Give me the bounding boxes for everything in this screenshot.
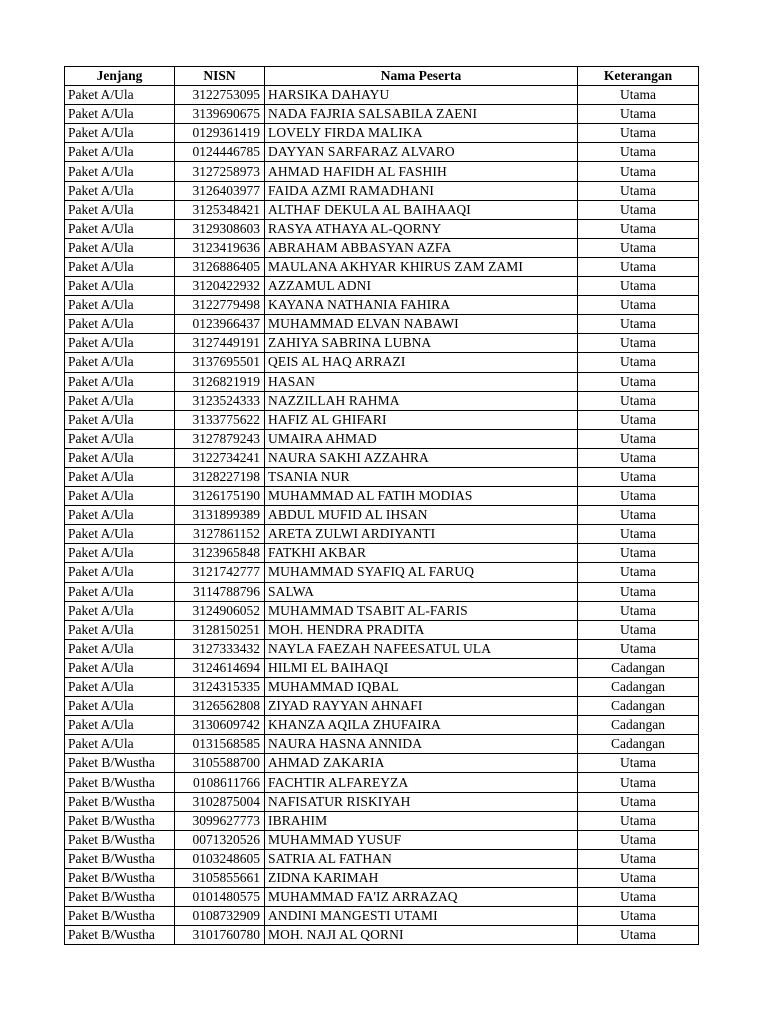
cell-keterangan: Utama — [578, 582, 699, 601]
cell-nisn: 3129308603 — [175, 219, 265, 238]
cell-nisn: 3099627773 — [175, 811, 265, 830]
table-row — [65, 429, 699, 448]
cell-nisn: 3127449191 — [175, 334, 265, 353]
cell-jenjang: Paket A/Ula — [65, 620, 175, 639]
cell-jenjang: Paket A/Ula — [65, 506, 175, 525]
cell-nisn: 3114788796 — [175, 582, 265, 601]
cell-keterangan: Utama — [578, 105, 699, 124]
column-header-nama-peserta: Nama Peserta — [265, 67, 578, 86]
cell-keterangan: Utama — [578, 257, 699, 276]
table-row — [65, 716, 699, 735]
cell-nisn: 3133775622 — [175, 410, 265, 429]
table-body — [65, 86, 699, 945]
cell-jenjang: Paket A/Ula — [65, 678, 175, 697]
table-row — [65, 888, 699, 907]
cell-jenjang: Paket B/Wustha — [65, 754, 175, 773]
cell-jenjang: Paket A/Ula — [65, 544, 175, 563]
table-row — [65, 525, 699, 544]
table-row — [65, 792, 699, 811]
cell-nisn: 0103248605 — [175, 849, 265, 868]
cell-nama-peserta: NAYLA FAEZAH NAFEESATUL ULA — [265, 639, 578, 658]
cell-nama-peserta: FATKHI AKBAR — [265, 544, 578, 563]
cell-keterangan: Utama — [578, 907, 699, 926]
cell-jenjang: Paket A/Ula — [65, 658, 175, 677]
cell-jenjang: Paket B/Wustha — [65, 811, 175, 830]
cell-nama-peserta: TSANIA NUR — [265, 467, 578, 486]
table-row — [65, 830, 699, 849]
cell-nama-peserta: FAIDA AZMI RAMADHANI — [265, 181, 578, 200]
cell-jenjang: Paket A/Ula — [65, 716, 175, 735]
cell-nama-peserta: ABDUL MUFID AL IHSAN — [265, 506, 578, 525]
table-row — [65, 296, 699, 315]
cell-nisn: 3122734241 — [175, 448, 265, 467]
cell-nisn: 3128227198 — [175, 467, 265, 486]
cell-nisn: 3128150251 — [175, 620, 265, 639]
cell-jenjang: Paket A/Ula — [65, 296, 175, 315]
cell-nisn: 3105855661 — [175, 868, 265, 887]
cell-nisn: 3131899389 — [175, 506, 265, 525]
cell-nama-peserta: QEIS AL HAQ ARRAZI — [265, 353, 578, 372]
cell-nisn: 3123419636 — [175, 238, 265, 257]
column-header-jenjang: Jenjang — [65, 67, 175, 86]
table-row — [65, 926, 699, 945]
table-row — [65, 353, 699, 372]
cell-keterangan: Utama — [578, 181, 699, 200]
cell-jenjang: Paket B/Wustha — [65, 849, 175, 868]
cell-nisn: 3120422932 — [175, 277, 265, 296]
table-row — [65, 601, 699, 620]
participant-table — [64, 66, 699, 945]
cell-nama-peserta: ABRAHAM ABBASYAN AZFA — [265, 238, 578, 257]
cell-nama-peserta: MUHAMMAD ELVAN NABAWI — [265, 315, 578, 334]
cell-nama-peserta: ALTHAF DEKULA AL BAIHAAQI — [265, 200, 578, 219]
table-row — [65, 773, 699, 792]
cell-keterangan: Utama — [578, 429, 699, 448]
cell-jenjang: Paket B/Wustha — [65, 773, 175, 792]
cell-nisn: 3122779498 — [175, 296, 265, 315]
cell-jenjang: Paket A/Ula — [65, 601, 175, 620]
cell-nama-peserta: MOH. NAJI AL QORNI — [265, 926, 578, 945]
cell-nama-peserta: HASAN — [265, 372, 578, 391]
cell-jenjang: Paket B/Wustha — [65, 907, 175, 926]
cell-jenjang: Paket B/Wustha — [65, 792, 175, 811]
header-row — [65, 67, 699, 86]
table-row — [65, 639, 699, 658]
cell-keterangan: Utama — [578, 773, 699, 792]
cell-keterangan: Utama — [578, 544, 699, 563]
cell-jenjang: Paket A/Ula — [65, 429, 175, 448]
cell-jenjang: Paket A/Ula — [65, 277, 175, 296]
cell-keterangan: Utama — [578, 811, 699, 830]
cell-keterangan: Utama — [578, 410, 699, 429]
cell-nama-peserta: MAULANA AKHYAR KHIRUS ZAM ZAMI — [265, 257, 578, 276]
cell-nama-peserta: UMAIRA AHMAD — [265, 429, 578, 448]
cell-nisn: 3139690675 — [175, 105, 265, 124]
cell-jenjang: Paket A/Ula — [65, 238, 175, 257]
cell-nama-peserta: MUHAMMAD TSABIT AL-FARIS — [265, 601, 578, 620]
table-row — [65, 544, 699, 563]
table-row — [65, 105, 699, 124]
table-row — [65, 124, 699, 143]
cell-nama-peserta: ZIDNA KARIMAH — [265, 868, 578, 887]
cell-nama-peserta: AHMAD HAFIDH AL FASHIH — [265, 162, 578, 181]
cell-jenjang: Paket A/Ula — [65, 124, 175, 143]
cell-nisn: 3122753095 — [175, 86, 265, 105]
table-row — [65, 181, 699, 200]
cell-jenjang: Paket A/Ula — [65, 200, 175, 219]
cell-jenjang: Paket A/Ula — [65, 315, 175, 334]
cell-keterangan: Utama — [578, 754, 699, 773]
cell-keterangan: Utama — [578, 868, 699, 887]
table-row — [65, 410, 699, 429]
table-row — [65, 277, 699, 296]
cell-keterangan: Utama — [578, 563, 699, 582]
cell-nama-peserta: AHMAD ZAKARIA — [265, 754, 578, 773]
cell-nisn: 0071320526 — [175, 830, 265, 849]
cell-keterangan: Utama — [578, 372, 699, 391]
cell-nama-peserta: AZZAMUL ADNI — [265, 277, 578, 296]
table-row — [65, 849, 699, 868]
table-header — [65, 67, 699, 86]
cell-keterangan: Utama — [578, 506, 699, 525]
cell-jenjang: Paket A/Ula — [65, 219, 175, 238]
cell-keterangan: Utama — [578, 353, 699, 372]
cell-jenjang: Paket B/Wustha — [65, 888, 175, 907]
cell-keterangan: Utama — [578, 200, 699, 219]
cell-nama-peserta: HILMI EL BAIHAQI — [265, 658, 578, 677]
cell-keterangan: Cadangan — [578, 658, 699, 677]
table-row — [65, 315, 699, 334]
cell-keterangan: Utama — [578, 467, 699, 486]
cell-nama-peserta: NAFISATUR RISKIYAH — [265, 792, 578, 811]
table-row — [65, 143, 699, 162]
cell-keterangan: Utama — [578, 487, 699, 506]
cell-nama-peserta: ZAHIYA SABRINA LUBNA — [265, 334, 578, 353]
cell-jenjang: Paket A/Ula — [65, 391, 175, 410]
cell-nisn: 0131568585 — [175, 735, 265, 754]
cell-nama-peserta: ARETA ZULWI ARDIYANTI — [265, 525, 578, 544]
cell-nisn: 3105588700 — [175, 754, 265, 773]
cell-nama-peserta: MUHAMMAD FA'IZ ARRAZAQ — [265, 888, 578, 907]
cell-nisn: 0101480575 — [175, 888, 265, 907]
cell-nama-peserta: MOH. HENDRA PRADITA — [265, 620, 578, 639]
cell-nisn: 0108732909 — [175, 907, 265, 926]
cell-nisn: 3121742777 — [175, 563, 265, 582]
cell-jenjang: Paket A/Ula — [65, 410, 175, 429]
cell-keterangan: Utama — [578, 315, 699, 334]
table-row — [65, 257, 699, 276]
cell-jenjang: Paket A/Ula — [65, 582, 175, 601]
table-row — [65, 582, 699, 601]
table-row — [65, 86, 699, 105]
cell-keterangan: Utama — [578, 926, 699, 945]
cell-keterangan: Utama — [578, 296, 699, 315]
cell-nisn: 3123524333 — [175, 391, 265, 410]
cell-jenjang: Paket A/Ula — [65, 448, 175, 467]
cell-nisn: 0123966437 — [175, 315, 265, 334]
cell-nisn: 3123965848 — [175, 544, 265, 563]
table-row — [65, 868, 699, 887]
cell-jenjang: Paket A/Ula — [65, 105, 175, 124]
cell-keterangan: Utama — [578, 525, 699, 544]
cell-nisn: 3126821919 — [175, 372, 265, 391]
cell-nisn: 0124446785 — [175, 143, 265, 162]
cell-nama-peserta: SALWA — [265, 582, 578, 601]
cell-jenjang: Paket A/Ula — [65, 86, 175, 105]
cell-nama-peserta: HAFIZ AL GHIFARI — [265, 410, 578, 429]
table-row — [65, 334, 699, 353]
cell-nisn: 3127879243 — [175, 429, 265, 448]
cell-nisn: 3126175190 — [175, 487, 265, 506]
cell-nama-peserta: KAYANA NATHANIA FAHIRA — [265, 296, 578, 315]
cell-nama-peserta: MUHAMMAD AL FATIH MODIAS — [265, 487, 578, 506]
cell-nisn: 3126562808 — [175, 697, 265, 716]
table-row — [65, 448, 699, 467]
cell-keterangan: Utama — [578, 86, 699, 105]
cell-keterangan: Utama — [578, 448, 699, 467]
table-row — [65, 506, 699, 525]
cell-keterangan: Utama — [578, 639, 699, 658]
cell-nama-peserta: NAZZILLAH RAHMA — [265, 391, 578, 410]
table-row — [65, 219, 699, 238]
table-row — [65, 907, 699, 926]
table-row — [65, 162, 699, 181]
cell-jenjang: Paket B/Wustha — [65, 830, 175, 849]
cell-nisn: 3102875004 — [175, 792, 265, 811]
cell-jenjang: Paket A/Ula — [65, 181, 175, 200]
table-row — [65, 238, 699, 257]
cell-nama-peserta: NADA FAJRIA SALSABILA ZAENI — [265, 105, 578, 124]
cell-nisn: 3124614694 — [175, 658, 265, 677]
cell-nama-peserta: FACHTIR ALFAREYZA — [265, 773, 578, 792]
cell-keterangan: Utama — [578, 792, 699, 811]
cell-jenjang: Paket B/Wustha — [65, 868, 175, 887]
cell-keterangan: Utama — [578, 849, 699, 868]
cell-jenjang: Paket A/Ula — [65, 639, 175, 658]
cell-nama-peserta: ANDINI MANGESTI UTAMI — [265, 907, 578, 926]
table-row — [65, 620, 699, 639]
cell-nama-peserta: IBRAHIM — [265, 811, 578, 830]
cell-jenjang: Paket A/Ula — [65, 143, 175, 162]
table-row — [65, 467, 699, 486]
cell-jenjang: Paket A/Ula — [65, 563, 175, 582]
table-row — [65, 563, 699, 582]
cell-nisn: 3127333432 — [175, 639, 265, 658]
cell-jenjang: Paket A/Ula — [65, 257, 175, 276]
cell-jenjang: Paket A/Ula — [65, 487, 175, 506]
cell-jenjang: Paket A/Ula — [65, 372, 175, 391]
cell-nama-peserta: MUHAMMAD SYAFIQ AL FARUQ — [265, 563, 578, 582]
table-row — [65, 372, 699, 391]
cell-nisn: 3127861152 — [175, 525, 265, 544]
cell-nama-peserta: LOVELY FIRDA MALIKA — [265, 124, 578, 143]
cell-keterangan: Cadangan — [578, 678, 699, 697]
cell-keterangan: Utama — [578, 601, 699, 620]
cell-nisn: 0108611766 — [175, 773, 265, 792]
cell-nama-peserta: NAURA SAKHI AZZAHRA — [265, 448, 578, 467]
cell-keterangan: Utama — [578, 143, 699, 162]
table-row — [65, 697, 699, 716]
table-row — [65, 391, 699, 410]
column-header-nisn: NISN — [175, 67, 265, 86]
table-row — [65, 678, 699, 697]
cell-nisn: 3101760780 — [175, 926, 265, 945]
cell-jenjang: Paket A/Ula — [65, 162, 175, 181]
cell-nisn: 3124906052 — [175, 601, 265, 620]
cell-keterangan: Utama — [578, 219, 699, 238]
cell-keterangan: Utama — [578, 620, 699, 639]
cell-keterangan: Utama — [578, 334, 699, 353]
cell-keterangan: Utama — [578, 277, 699, 296]
column-header-keterangan: Keterangan — [578, 67, 699, 86]
cell-keterangan: Utama — [578, 888, 699, 907]
table-row — [65, 487, 699, 506]
cell-nama-peserta: SATRIA AL FATHAN — [265, 849, 578, 868]
cell-jenjang: Paket B/Wustha — [65, 926, 175, 945]
cell-keterangan: Utama — [578, 391, 699, 410]
cell-jenjang: Paket A/Ula — [65, 353, 175, 372]
table-row — [65, 735, 699, 754]
table-row — [65, 811, 699, 830]
cell-keterangan: Cadangan — [578, 735, 699, 754]
cell-keterangan: Cadangan — [578, 697, 699, 716]
table-row — [65, 658, 699, 677]
cell-keterangan: Utama — [578, 124, 699, 143]
cell-nama-peserta: NAURA HASNA ANNIDA — [265, 735, 578, 754]
cell-keterangan: Utama — [578, 238, 699, 257]
table-row — [65, 754, 699, 773]
cell-jenjang: Paket A/Ula — [65, 525, 175, 544]
cell-nama-peserta: RASYA ATHAYA AL-QORNY — [265, 219, 578, 238]
cell-keterangan: Cadangan — [578, 716, 699, 735]
cell-nisn: 3137695501 — [175, 353, 265, 372]
cell-nisn: 3130609742 — [175, 716, 265, 735]
cell-jenjang: Paket A/Ula — [65, 735, 175, 754]
cell-nama-peserta: DAYYAN SARFARAZ ALVARO — [265, 143, 578, 162]
cell-nama-peserta: HARSIKA DAHAYU — [265, 86, 578, 105]
cell-nisn: 3126886405 — [175, 257, 265, 276]
cell-jenjang: Paket A/Ula — [65, 334, 175, 353]
cell-keterangan: Utama — [578, 830, 699, 849]
cell-jenjang: Paket A/Ula — [65, 467, 175, 486]
cell-nisn: 3125348421 — [175, 200, 265, 219]
cell-nisn: 3127258973 — [175, 162, 265, 181]
table-row — [65, 200, 699, 219]
cell-nisn: 3124315335 — [175, 678, 265, 697]
cell-jenjang: Paket A/Ula — [65, 697, 175, 716]
cell-nama-peserta: KHANZA AQILA ZHUFAIRA — [265, 716, 578, 735]
cell-nisn: 3126403977 — [175, 181, 265, 200]
cell-nama-peserta: MUHAMMAD YUSUF — [265, 830, 578, 849]
cell-nama-peserta: MUHAMMAD IQBAL — [265, 678, 578, 697]
cell-nisn: 0129361419 — [175, 124, 265, 143]
cell-keterangan: Utama — [578, 162, 699, 181]
cell-nama-peserta: ZIYAD RAYYAN AHNAFI — [265, 697, 578, 716]
